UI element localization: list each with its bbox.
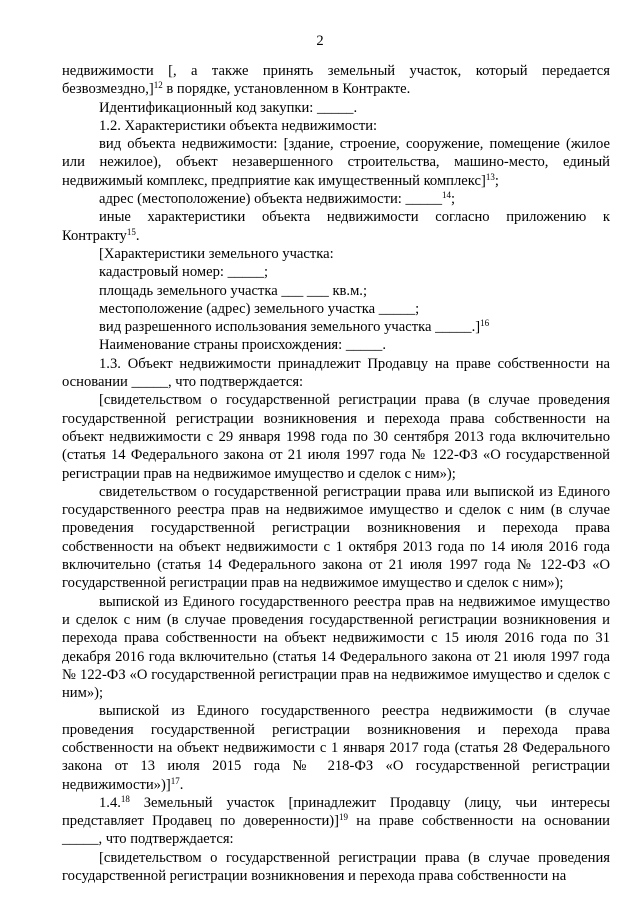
text-run: . — [135, 227, 140, 244]
paragraph — [62, 702, 610, 793]
paragraph — [62, 300, 610, 318]
paragraph — [62, 336, 610, 354]
paragraph — [62, 355, 610, 392]
paragraph — [62, 190, 610, 208]
document-body — [62, 62, 610, 885]
text-run: 1.2. Характеристики объекта недвижимости: — [99, 117, 378, 134]
paragraph — [62, 135, 610, 190]
text-run: адрес (местоположение) объекта недвижимости: _____ — [99, 191, 442, 208]
text-run: Идентификационный код закупки: _____. — [99, 99, 358, 116]
paragraph — [62, 263, 610, 281]
paragraph — [62, 318, 610, 336]
text-run: иные характеристики объекта недвижимости согласно приложению к Контракту — [62, 209, 610, 244]
footnote-marker: 15 — [126, 226, 136, 237]
footnote-marker: 14 — [442, 190, 451, 201]
footnote-marker: 17 — [170, 775, 180, 786]
text-run: 1.3. Объект недвижимости принадлежит Продавцу на праве собственности на основании _____, что подтверждается: — [62, 355, 610, 391]
text-run: свидетельством о государственной регистрации права или выпиской из Единого государственного реестра прав на недвижимое имущество и сделок с ним (в случае проведения государственной регистрации возникновения и перехода права собственности на объект недвижимости с 1 октября 2013 года по 14 июля 2016 года включительно (статья 14 Федерального закона от 21 июля 1997 года № 122-ФЗ «О государственной регистрации прав на недвижимое имущество и сделок с ним»); — [62, 483, 610, 592]
page-number: 2 — [316, 33, 324, 49]
text-run: местоположение (адрес) земельного участка _____; — [99, 300, 420, 317]
text-run: недвижимости [, а также принять земельный участок, который передается безвозмездно,] — [62, 63, 610, 98]
text-run: выпиской из Единого государственного реестра недвижимости (в случае проведения государственной регистрации возникновения и перехода права собственности на объект недвижимости с 1 января 2017 года (статья 28 Федерального закона от 13 июля 2015 года № 218-ФЗ «О государственной регистрации недвижимости»)] — [62, 703, 610, 793]
text-run: в порядке, установленном в Контракте. — [162, 81, 411, 98]
paragraph — [62, 593, 610, 703]
text-run: [Характеристики земельного участка: — [99, 245, 334, 262]
text-run: выпиской из Единого государственного реестра прав на недвижимое имущество и сделок с ним (в случае проведения государственной регистрации возникновения и перехода права собственности на объект недвижимости с 15 июля 2016 года по 31 декабря 2016 года включительно (статья 14 Федерального закона от 21 июля 1997 года № 122-ФЗ «О государственной регистрации прав на недвижимое имущество и сделок с ним»); — [62, 593, 610, 702]
footnote-marker: 18 — [120, 793, 130, 804]
paragraph — [62, 208, 610, 245]
text-run: . — [179, 776, 184, 793]
text-run: [свидетельством о государственной регистрации права (в случае проведения государственной регистрации возникновения и перехода права собственности на объект недвижимости с 29 января 1998 года по 30 сентября 2013 года включительно (статья 14 Федерального закона от 21 июля 1997 года № 122-ФЗ «О государственной регистрации прав на недвижимое имущество и сделок с ним»); — [62, 392, 610, 482]
paragraph — [62, 391, 610, 482]
paragraph — [62, 849, 610, 886]
paragraph — [62, 99, 610, 117]
paragraph — [62, 62, 610, 99]
text-run: Наименование страны происхождения: _____. — [99, 337, 386, 354]
text-run: вид объекта недвижимости: [здание, строение, сооружение, помещение (жилое или нежилое), объект незавершенного строительства, машино-место, единый недвижимый комплекс, предприятие как имущественный комплекс] — [62, 136, 610, 189]
footnote-marker: 13 — [485, 171, 495, 182]
text-run: ; — [451, 191, 456, 208]
footnote-marker: 19 — [338, 812, 348, 823]
text-run: на праве собственности на основании _____, что подтверждается: — [62, 813, 610, 848]
footnote-marker: 16 — [480, 318, 490, 329]
text-run: ; — [494, 172, 499, 189]
paragraph — [62, 794, 610, 849]
paragraph — [62, 483, 610, 593]
text-run: кадастровый номер: _____; — [99, 264, 269, 281]
text-run: [свидетельством о государственной регистрации права (в случае проведения государственной регистрации возникновения и перехода права собственности на — [62, 849, 610, 885]
text-run: Земельный участок [принадлежит Продавцу (лицу, чьи интересы представляет Продавец по доверенности)] — [62, 794, 610, 830]
text-run: площадь земельного участка ___ ___ кв.м.; — [99, 282, 368, 299]
footnote-marker: 12 — [153, 80, 163, 91]
paragraph — [62, 282, 610, 300]
paragraph — [62, 117, 610, 135]
text-run: 1.4. — [99, 794, 121, 811]
paragraph — [62, 245, 610, 263]
text-run: вид разрешенного использования земельного участка _____.] — [99, 319, 481, 336]
